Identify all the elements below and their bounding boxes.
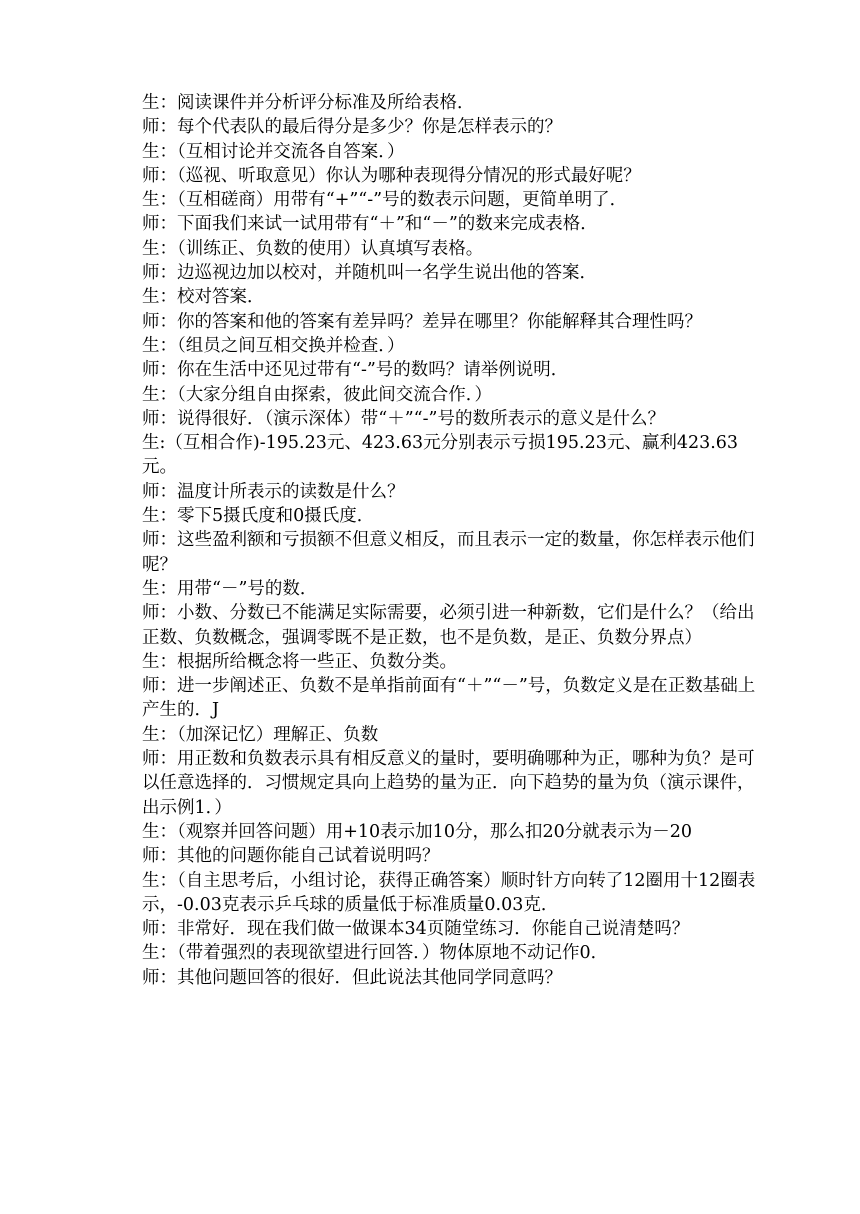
document-body [142, 91, 768, 990]
dialogue-line: 师：用正数和负数表示具有相反意义的量时，要明确哪种为正，哪种为负？是可以任意选择的．习惯规定具向上趋势的量为正．向下趋势的量为负（演示课件，出示例1．） [142, 749, 755, 818]
dialogue-line: 师：每个代表队的最后得分是多少？你是怎样表示的？ [142, 117, 562, 138]
dialogue-line: 生：阅读课件并分析评分标准及所给表格． [142, 93, 475, 113]
dialogue-line: 师：下面我们来试一试用带有“＋”和“－”的数来完成表格． [142, 214, 598, 235]
dialogue-line: 生：（自主思考后，小组讨论，获得正确答案）顺时针方向转了12圈用十12圈表示，-0.03克表示乒乓球的质量低于标准质量0.03克． [142, 870, 756, 915]
dialogue-line: 生：（训练正、负数的使用）认真填写表格。 [142, 238, 484, 259]
dialogue-line: 生：校对答案． [142, 287, 265, 308]
dialogue-line: 生：（观察并回答问题）用+10表示加10分，那么扣20分就表示为－20 [142, 821, 692, 842]
dialogue-line: 师：边巡视边加以校对，并随机叫一名学生说出他的答案． [142, 263, 597, 284]
dialogue-line: 师：温度计所表示的读数是什么？ [142, 481, 405, 502]
dialogue-line: 师：（巡视、听取意见）你认为哪种表现得分情况的形式最好呢？ [142, 165, 641, 186]
dialogue-line: 生：（组员之间互相交换并检查．） [142, 335, 405, 356]
dialogue-line: 师：你在生活中还见过带有“-”号的数吗？请举例说明． [142, 360, 569, 381]
dialogue-line: 生：（互相讨论并交流各自答案．） [142, 141, 405, 162]
dialogue-line: 师：进一步阐述正、负数不是单指前面有“＋”“－”号，负数定义是在正数基础上产生的．J [142, 676, 756, 721]
dialogue-line: 师：你的答案和他的答案有差异吗？差异在哪里？你能解释其合理性吗？ [142, 311, 702, 332]
dialogue-line: 生：（带着强烈的表现欲望进行回答．）物体原地不动记作0． [142, 943, 609, 964]
dialogue-line: 生：用带“－”号的数． [142, 578, 318, 599]
dialogue-line: 师：说得很好．（演示深体）带“＋”“-”号的数所表示的意义是什么？ [142, 408, 665, 429]
dialogue-line: 师：这些盈利额和亏损额不但意义相反，而且表示一定的数量，你怎样表示他们呢？ [142, 530, 755, 575]
dialogue-line: 生：根据所给概念将一些正、负数分类。 [142, 651, 457, 672]
dialogue-line: 师：其他的问题你能自己试着说明吗？ [142, 846, 440, 867]
dialogue-line: 师：非常好．现在我们做一做课本34页随堂练习．你能自己说清楚吗？ [142, 919, 690, 940]
dialogue-line: 生：（大家分组自由探索，彼此间交流合作．） [142, 384, 492, 405]
dialogue-line: 生：（互相磋商）用带有“+”“-”号的数表示问题，更简单明了． [142, 190, 628, 211]
dialogue-line: 生：（加深记忆）理解正、负数 [142, 724, 379, 745]
dialogue-line: 生:（互相合作)-195.23元、423.63元分别表示亏损195.23元、赢利423.63元。 [142, 433, 739, 478]
dialogue-line: 师：小数、分数已不能满足实际需要，必须引进一种新数，它们是什么？（给出正数、负数概念，强调零既不是正数，也不是负数，是正、负数分界点） [142, 603, 755, 648]
dialogue-line: 师：其他问题回答的很好．但此说法其他同学同意吗？ [142, 967, 562, 988]
dialogue-line: 生：零下5摄氏度和0摄氏度． [142, 506, 375, 527]
